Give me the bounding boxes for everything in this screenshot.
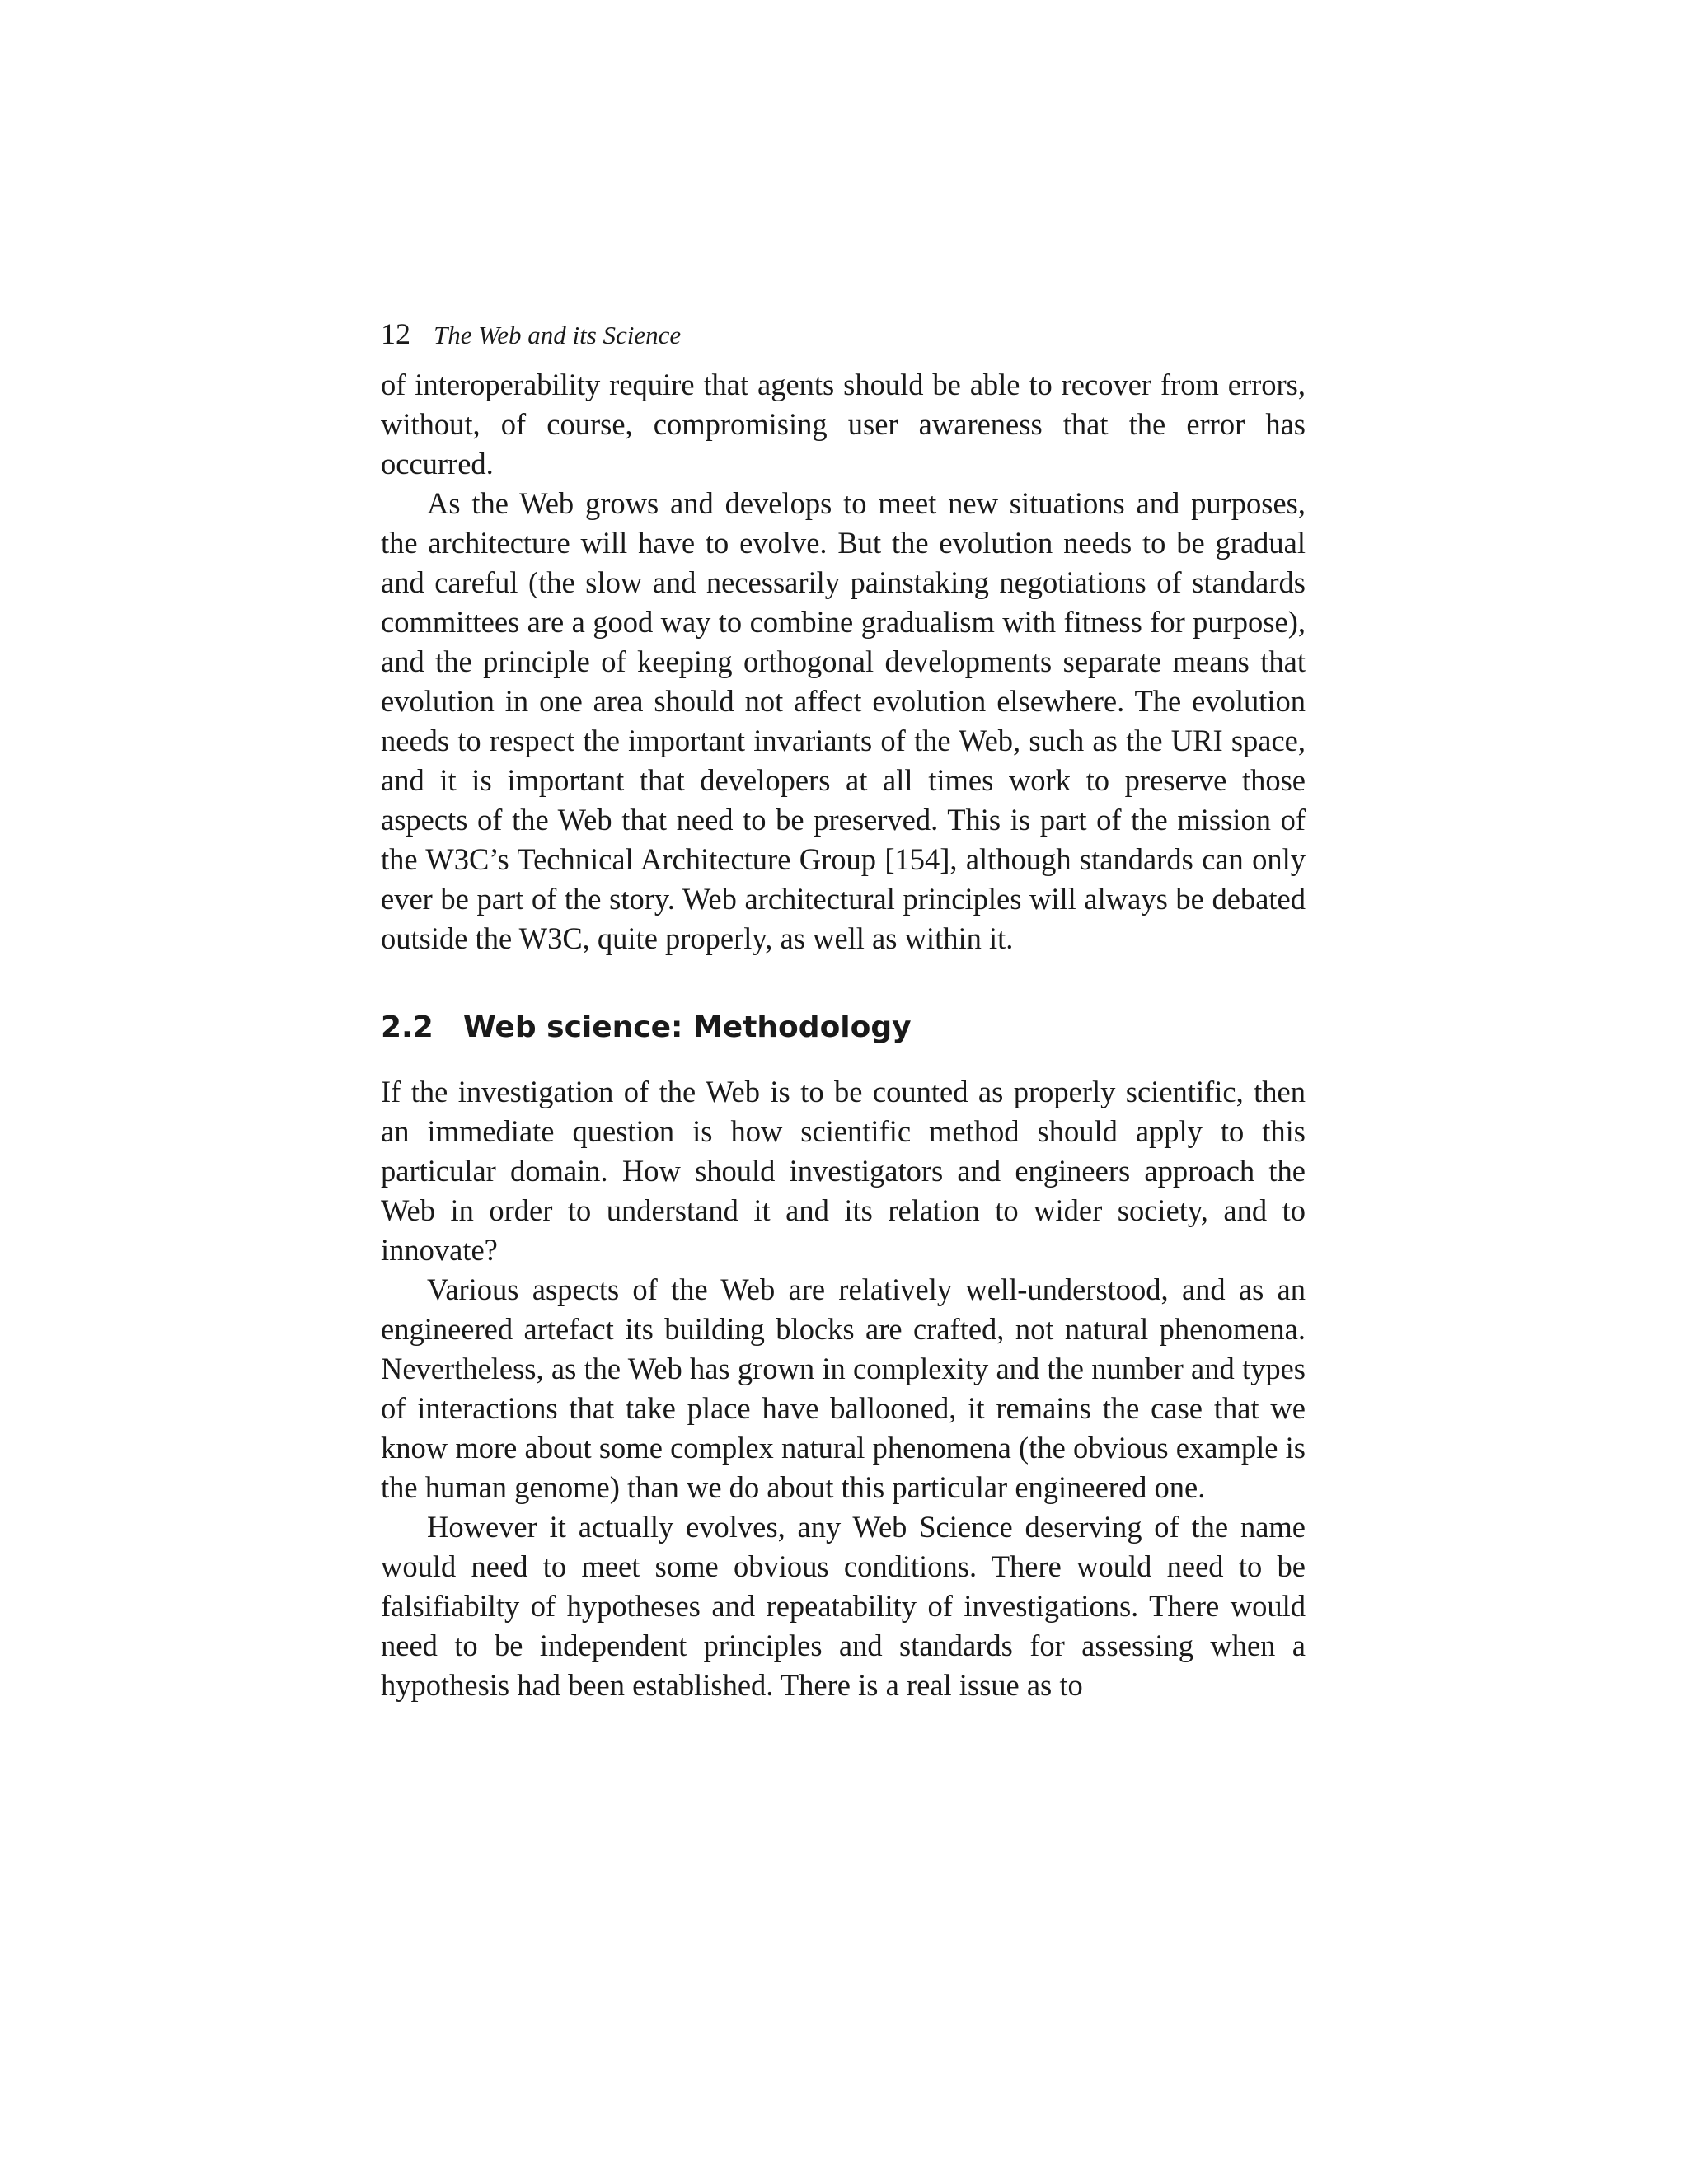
body-text-section (381, 1072, 1306, 1705)
book-page (381, 309, 1306, 1705)
paragraph: Various aspects of the Web are relatively well-understood, and as an engineered artefact its building blocks are crafted, not natural phenomena. Nevertheless, as the Web has grown in complexity and the number and types of interactions that take place have ballooned, it remains the case that we know more about some complex natural phenomena (the obvious example is the human genome) than we do about this particular engineered one. (381, 1272, 1306, 1504)
section-number: 2.2 (381, 1010, 434, 1044)
paragraph: As the Web grows and develops to meet new situations and purposes, the architecture will have to evolve. But the evolution needs to be gradual and careful (the slow and necessarily painstaking negotiations of standards committees are a good way to combine gradualism with fitness for purpose), and the principle of keeping orthogonal developments separate means that evolution in one area should not affect evolution elsewhere. The evolution needs to respect the important invariants of the Web, such as the URI space, and it is important that developers at all times work to preserve those aspects of the Web that need to be preserved. This is part of the mission of the W3C’s Technical Architecture Group [154], although standards can only ever be part of the story. Web architectural principles will always be debated outside the W3C, quite properly, as well as within it. (381, 486, 1306, 955)
paragraph: However it actually evolves, any Web Science deserving of the name would need to meet some obvious conditions. There would need to be falsifiabilty of hypotheses and repeatability of investigations. There would need to be independent principles and standards for assessing when a hypothesis had been established. There is a real issue as to (381, 1510, 1306, 1702)
body-text-top (381, 365, 1306, 958)
section-heading (381, 1008, 1306, 1047)
running-title: The Web and its Science (434, 321, 682, 349)
page-number: 12 (381, 317, 410, 350)
paragraph: If the investigation of the Web is to be counted as properly scientific, then an immediate question is how scientific method should apply to this particular domain. How should investigators and engineers approach the Web in order to understand it and its relation to wider society, and to innovate? (381, 1075, 1306, 1267)
section-title: Web science: Methodology (463, 1010, 912, 1044)
paragraph: of interoperability require that agents should be able to recover from errors, without, of course, compromising user awareness that the error has occurred. (381, 368, 1306, 480)
running-header (381, 309, 1306, 359)
